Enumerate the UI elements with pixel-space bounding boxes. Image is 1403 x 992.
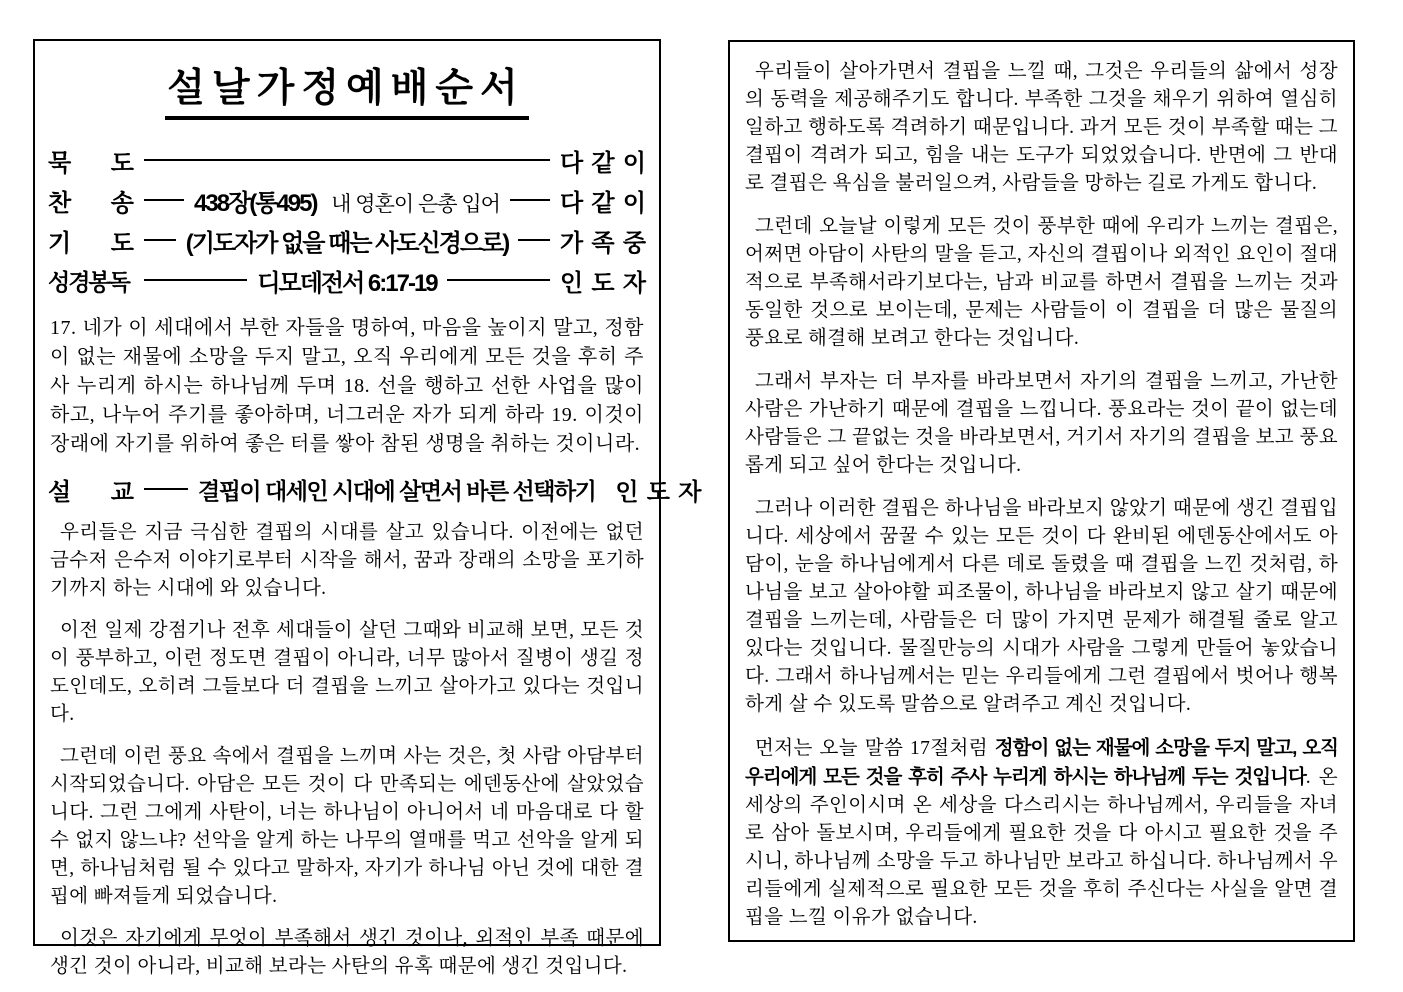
title-wrap xyxy=(48,57,646,120)
order-item-label: 찬 송 xyxy=(48,189,134,217)
order-of-service-panel xyxy=(33,39,702,977)
sermon-paragraph: 그런데 오늘날 이렇게 모든 것이 풍부한 때에 우리가 느끼는 결핍은, 어쩌면 아담이 사탄의 말을 듣고, 자신의 결핍이나 외적인 요인이 절대적으로 부족해서라기보다는, 남과 비교를 하면서 결핍을 느끼는 것과 동일한 것으로 보이는데, 문제는 사람들이 이 결핍을 더 많은 물질의 풍요로 해결해 보려고 한다는 것입니다. xyxy=(745,216,1338,349)
page-title: 설날가정예배순서 xyxy=(165,57,528,120)
order-row-scripture-reading xyxy=(48,260,646,300)
sermon-paragraph: 그런데 이런 풍요 속에서 결핍을 느끼며 사는 것은, 첫 사람 아담부터 시작되었습니다. 아담은 모든 것이 다 만족되는 에덴동산에 살았었습니다. 그런 그에게 사탄이, 너는 하나님이 아니어서 네 마음대로 다 할 수 없지 않느냐? 선악을 알게 하는 나무의 열매를 먹고 선악을 알게 되면, 하나님처럼 될 수 있다고 말하자, 자기가 하나님 아닌 것에 대한 결핍에 빠져들게 되었습니다. xyxy=(50,746,644,907)
final-paragraph-emphasis: 정함이 없는 재물에 소망을 두지 말고, 오직 우리에게 모든 것을 후히 주사 누리게 하시는 하나님께 두는 것입니다 xyxy=(745,737,1338,788)
rule-line xyxy=(144,199,184,201)
sermon-paragraph: 그러나 이러한 결핍은 하나님을 바라보지 않았기 때문에 생긴 결핍입니다. 세상에서 꿈꿀 수 있는 모든 것이 다 완비된 에덴동산에서도 아담이, 눈을 하나님에게서 다른 데로 돌렸을 때 결핍을 느낀 것처럼, 하나님을 보고 살아야할 피조물이, 하나님을 바라보지 않고 살기 때문에 결핍을 느끼는데, 사람들은 더 많이 가지면 문제가 해결될 줄로 알고 있다는 것입니다. 물질만능의 시대가 사람을 그렇게 만들어 놓았습니다. 그래서 하나님께서는 믿는 우리들에게 그런 결핍에서 벗어나 행복하게 살 수 있도록 말씀으로 알려주고 계신 것입니다. xyxy=(745,498,1338,715)
scripture-reference: 디모데전서 6:17-19 xyxy=(257,269,437,297)
order-row-hymn xyxy=(48,180,646,220)
rule-line xyxy=(144,239,176,241)
hymn-title: 내 영혼이 은총 입어 xyxy=(331,192,500,216)
scripture-text: 17. 네가 이 세대에서 부한 자들을 명하여, 마음을 높이지 말고, 정함이 없는 재물에 소망을 두지 말고, 오직 우리에게 모든 것을 후히 주사 누리게 하시는 하나님께 두며 18. 선을 행하고 선한 사업을 많이 하고, 나누어 주기를 좋아하며, 너그러운 자가 되게 하라 19. 이것이 장래에 자기를 위하여 좋은 터를 쌓아 참된 생명을 취하는 것이니라. xyxy=(50,317,644,455)
sermon-paragraph: 이전 일제 강점기나 전후 세대들이 살던 그때와 비교해 보면, 모든 것이 풍부하고, 이런 정도면 결핍이 아니라, 너무 많아서 질병이 생길 정도인데도, 오히려 그들보다 더 결핍을 느끼고 살아가고 있다는 것입니다. xyxy=(50,620,644,725)
final-paragraph-suffix: . 온 세상의 주인이시며 온 세상을 다스리시는 하나님께서, 우리들을 자녀로 삼아 돌보시며, 우리들에게 필요한 것을 다 아시고 필요한 것을 주시니, 하나님께 소망을 두고 하나님만 보라고 하십니다. 하나님께서 우리들에게 실제적으로 필요한 모든 것을 후히 주신다는 사실을 알면 결핍을 느낄 이유가 없습니다. xyxy=(745,767,1338,928)
hymn-number: 438장(통495) xyxy=(194,189,317,217)
order-item-label: 설 교 xyxy=(48,478,134,506)
final-paragraph-prefix: 먼저는 오늘 말씀 17절처럼 xyxy=(755,738,995,759)
rule-line xyxy=(510,199,550,201)
hymn-info xyxy=(194,183,500,218)
prayer-note: (기도자가 없을 때는 사도신경으로) xyxy=(185,229,509,257)
sermon-paragraph: 우리들은 지금 극심한 결핍의 시대를 살고 있습니다. 이전에는 없던 금수저 은수저 이야기로부터 시작을 해서, 꿈과 장래의 소망을 포기하기까지 하는 시대에 와 있습니다. xyxy=(50,522,644,599)
rule-line xyxy=(447,279,550,281)
order-item-label: 기 도 xyxy=(48,229,134,257)
rule-line xyxy=(144,159,550,161)
sermon-continuation-panel xyxy=(728,40,1355,942)
order-item-performer: 가 족 중 xyxy=(560,229,647,257)
order-item-label: 묵 도 xyxy=(48,149,134,177)
order-item-performer: 인 도 자 xyxy=(615,478,702,506)
order-row-silent-prayer xyxy=(48,140,646,180)
order-item-label: 성경봉독 xyxy=(48,268,129,295)
sermon-title: 결핍이 대세인 시대에 살면서 바른 선택하기 xyxy=(198,477,596,504)
sermon-paragraph: 우리들이 살아가면서 결핍을 느낄 때, 그것은 우리들의 삶에서 성장의 동력을 제공해주기도 합니다. 부족한 그것을 채우기 위하여 열심히 일하고 행하도록 격려하기 때문입니다. 과거 모든 것이 부족할 때는 그 결핍이 격려가 되고, 힘을 내는 도구가 되었었습니다. 반면에 그 반대로 결핍은 욕심을 불러일으켜, 사람들을 망하는 길로 가게도 합니다. xyxy=(745,61,1338,194)
order-item-performer: 다 같 이 xyxy=(560,149,646,177)
rule-line xyxy=(518,239,550,241)
rule-line xyxy=(144,488,188,490)
rule-line xyxy=(144,279,247,281)
order-row-prayer xyxy=(48,220,646,260)
order-item-performer: 다 같 이 xyxy=(560,189,647,217)
order-row-sermon xyxy=(48,469,702,509)
sermon-paragraph: 그래서 부자는 더 부자를 바라보면서 자기의 결핍을 느끼고, 가난한 사람은 가난하기 때문에 결핍을 느낍니다. 풍요라는 것이 끝이 없는데 사람들은 그 끝없는 것을 바라보면서, 거기서 자기의 결핍을 보고 풍요롭게 되고 싶어 한다는 것입니다. xyxy=(745,371,1338,476)
order-item-performer: 인 도 자 xyxy=(560,269,646,297)
sermon-paragraph: 이것은 자기에게 무엇이 부족해서 생긴 것이나, 외적인 부족 때문에 생긴 것이 아니라, 비교해 보라는 사탄의 유혹 때문에 생긴 것입니다. xyxy=(50,928,644,977)
sermon-paragraph-final xyxy=(745,734,1338,932)
